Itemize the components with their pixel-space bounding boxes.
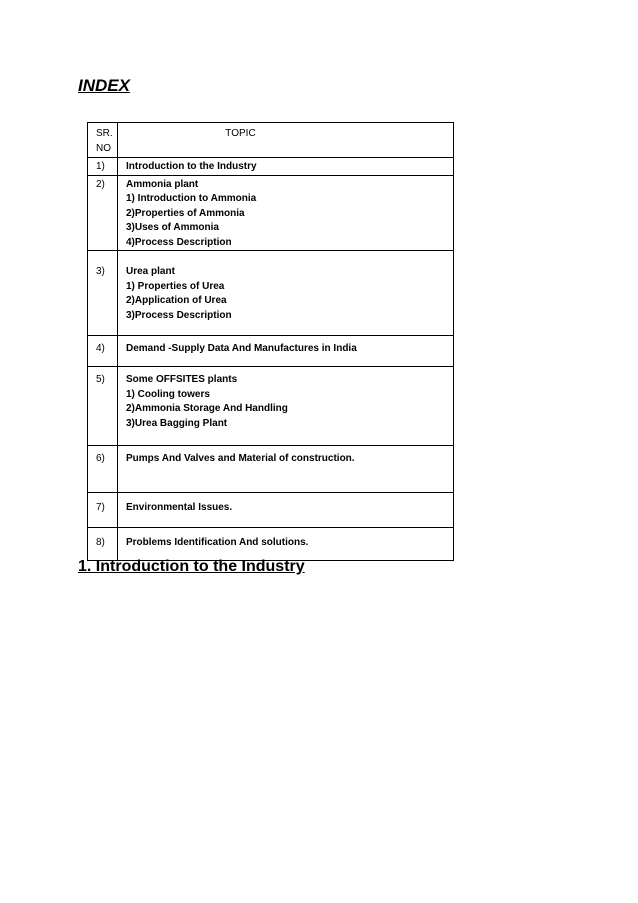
topic-title: Ammonia plant [126,178,199,190]
header-sr-line2: NO [96,142,111,154]
table-row [88,336,454,367]
sr-cell: 6) [88,446,118,493]
topic-title: Demand -Supply Data And Manufactures in India [126,343,357,354]
topic-subitem: 3)Uses of Ammonia [126,222,219,233]
topic-title: Some OFFSITES plants [126,374,238,385]
index-heading: INDEX [78,76,130,95]
topic-cell [118,251,454,336]
topic-subitem: 4)Process Description [126,236,232,248]
sr-cell: 5) [88,367,118,446]
topic-cell [118,336,454,367]
topic-subitem: 2)Properties of Ammonia [126,207,245,219]
topic-cell [118,446,454,493]
topic-subitem: 2)Ammonia Storage And Handling [126,403,288,414]
topic-cell [118,158,454,176]
header-sr-line1: SR. [96,128,113,139]
table-row [88,367,454,446]
topic-cell [118,175,454,251]
header-topic [118,123,454,158]
header-sr-no [88,123,118,158]
table-row [88,528,454,561]
topic-subitem: 2)Application of Urea [126,295,227,306]
topic-cell [118,493,454,528]
topic-subitem: 1) Introduction to Ammonia [126,193,257,204]
topic-title: Pumps And Valves and Material of construction. [126,453,355,464]
sr-cell: 3) [88,251,118,336]
topic-subitem: 1) Cooling towers [126,388,210,400]
table-row [88,446,454,493]
sr-cell: 2) [88,175,118,251]
table-row [88,158,454,176]
sr-cell: 4) [88,336,118,367]
topic-subitem: 3)Urea Bagging Plant [126,417,228,429]
sr-cell: 8) [88,528,118,561]
topic-cell [118,528,454,561]
sr-cell: 7) [88,493,118,528]
topic-subitem: 3)Process Description [126,309,232,321]
header-topic-label: TOPIC [225,128,256,139]
table-row [88,175,454,251]
section-heading: 1. Introduction to the Industry [78,558,305,575]
table-header-row [88,123,454,158]
topic-title: Urea plant [126,266,175,277]
table-row [88,493,454,528]
index-table [87,122,454,561]
table-row [88,251,454,336]
topic-cell [118,367,454,446]
topic-title: Environmental Issues. [126,502,233,513]
topic-subitem: 1) Properties of Urea [126,280,225,292]
topic-title: Introduction to the Industry [126,161,257,172]
topic-title: Problems Identification And solutions. [126,537,309,548]
sr-cell: 1) [88,158,118,176]
